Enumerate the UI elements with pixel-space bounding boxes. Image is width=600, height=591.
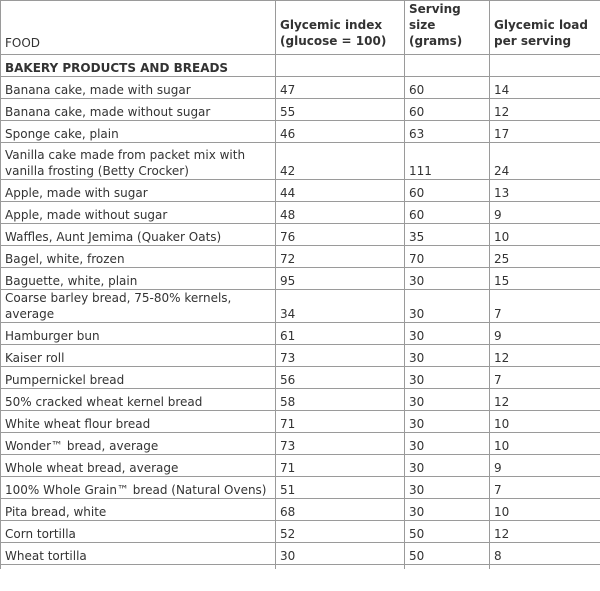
section-empty-cell	[276, 55, 405, 77]
glycemic-index-cell: 71	[276, 411, 405, 433]
glycemic-index-cell: 44	[276, 180, 405, 202]
header-glycemic-load: Glycemic load per serving	[490, 1, 600, 55]
food-cell: Baguette, white, plain	[1, 268, 276, 290]
glycemic-load-cell: 7	[490, 477, 600, 499]
food-cell: Wheat tortilla	[1, 543, 276, 565]
table-cell	[276, 565, 405, 570]
glycemic-index-cell: 72	[276, 246, 405, 268]
food-cell: Coarse barley bread, 75-80% kernels, average	[1, 290, 276, 323]
glycemic-index-cell: 73	[276, 345, 405, 367]
glycemic-index-cell: 61	[276, 323, 405, 345]
glycemic-load-cell: 10	[490, 499, 600, 521]
glycemic-index-cell: 47	[276, 77, 405, 99]
glycemic-index-cell: 58	[276, 389, 405, 411]
table-row-partial	[1, 565, 600, 570]
food-cell: Waffles, Aunt Jemima (Quaker Oats)	[1, 224, 276, 246]
serving-size-cell: 50	[405, 543, 490, 565]
glycemic-load-cell: 7	[490, 290, 600, 323]
serving-size-cell: 60	[405, 77, 490, 99]
glycemic-load-cell: 8	[490, 543, 600, 565]
section-title: BAKERY PRODUCTS AND BREADS	[1, 55, 276, 77]
glycemic-load-cell: 9	[490, 455, 600, 477]
table-row	[1, 499, 600, 521]
table-row	[1, 246, 600, 268]
serving-size-cell: 30	[405, 367, 490, 389]
glycemic-index-cell: 52	[276, 521, 405, 543]
glycemic-load-cell: 10	[490, 224, 600, 246]
header-serving-size: Serving size (grams)	[405, 1, 490, 55]
glycemic-index-cell: 42	[276, 143, 405, 180]
food-cell: Pumpernickel bread	[1, 367, 276, 389]
glycemic-load-cell: 12	[490, 521, 600, 543]
serving-size-cell: 30	[405, 345, 490, 367]
table-cell	[1, 565, 276, 570]
table-row	[1, 202, 600, 224]
table-row	[1, 143, 600, 180]
glycemic-index-cell: 51	[276, 477, 405, 499]
section-empty-cell	[490, 55, 600, 77]
table-row	[1, 543, 600, 565]
glycemic-index-cell: 56	[276, 367, 405, 389]
glycemic-index-cell: 73	[276, 433, 405, 455]
table-row	[1, 411, 600, 433]
food-cell: Banana cake, made without sugar	[1, 99, 276, 121]
glycemic-load-cell: 10	[490, 433, 600, 455]
serving-size-cell: 30	[405, 323, 490, 345]
serving-size-cell: 30	[405, 411, 490, 433]
glycemic-index-cell: 46	[276, 121, 405, 143]
glycemic-load-cell: 25	[490, 246, 600, 268]
food-cell: Hamburger bun	[1, 323, 276, 345]
food-cell: Pita bread, white	[1, 499, 276, 521]
food-cell: Corn tortilla	[1, 521, 276, 543]
food-cell: Banana cake, made with sugar	[1, 77, 276, 99]
glycemic-index-cell: 95	[276, 268, 405, 290]
table-row	[1, 455, 600, 477]
table-row	[1, 477, 600, 499]
header-food: FOOD	[1, 1, 276, 55]
serving-size-cell: 111	[405, 143, 490, 180]
glycemic-index-cell: 34	[276, 290, 405, 323]
table-row	[1, 77, 600, 99]
serving-size-cell: 30	[405, 268, 490, 290]
glycemic-index-cell: 48	[276, 202, 405, 224]
serving-size-cell: 60	[405, 180, 490, 202]
food-cell: Vanilla cake made from packet mix with vanilla frosting (Betty Crocker)	[1, 143, 276, 180]
glycemic-index-cell: 71	[276, 455, 405, 477]
food-cell: Whole wheat bread, average	[1, 455, 276, 477]
glycemic-load-cell: 15	[490, 268, 600, 290]
food-cell: Wonder™ bread, average	[1, 433, 276, 455]
glycemic-load-cell: 12	[490, 99, 600, 121]
table-header-row	[1, 1, 600, 55]
serving-size-cell: 30	[405, 389, 490, 411]
table-row	[1, 367, 600, 389]
header-glycemic-index: Glycemic index (glucose = 100)	[276, 1, 405, 55]
serving-size-cell: 30	[405, 477, 490, 499]
serving-size-cell: 30	[405, 290, 490, 323]
glycemic-index-cell: 30	[276, 543, 405, 565]
food-cell: Apple, made without sugar	[1, 202, 276, 224]
section-row	[1, 55, 600, 77]
glycemic-load-cell: 9	[490, 202, 600, 224]
food-cell: Sponge cake, plain	[1, 121, 276, 143]
serving-size-cell: 50	[405, 521, 490, 543]
glycemic-load-cell: 13	[490, 180, 600, 202]
table-row	[1, 121, 600, 143]
glycemic-load-cell: 24	[490, 143, 600, 180]
glycemic-load-cell: 7	[490, 367, 600, 389]
glycemic-load-cell: 9	[490, 323, 600, 345]
food-cell: Bagel, white, frozen	[1, 246, 276, 268]
table-row	[1, 268, 600, 290]
glycemic-load-cell: 14	[490, 77, 600, 99]
table-cell	[405, 565, 490, 570]
section-empty-cell	[405, 55, 490, 77]
table-row	[1, 99, 600, 121]
glycemic-index-cell: 68	[276, 499, 405, 521]
table-row	[1, 389, 600, 411]
glycemic-index-cell: 76	[276, 224, 405, 246]
table-cell	[490, 565, 600, 570]
table-row	[1, 224, 600, 246]
serving-size-cell: 35	[405, 224, 490, 246]
serving-size-cell: 30	[405, 455, 490, 477]
glycemic-index-cell: 55	[276, 99, 405, 121]
table-body	[1, 77, 600, 565]
table-row	[1, 180, 600, 202]
glycemic-load-cell: 12	[490, 389, 600, 411]
serving-size-cell: 30	[405, 499, 490, 521]
serving-size-cell: 63	[405, 121, 490, 143]
food-cell: Kaiser roll	[1, 345, 276, 367]
glycemic-load-cell: 17	[490, 121, 600, 143]
food-cell: White wheat flour bread	[1, 411, 276, 433]
glycemic-load-cell: 10	[490, 411, 600, 433]
table-row	[1, 345, 600, 367]
serving-size-cell: 30	[405, 433, 490, 455]
table-row	[1, 433, 600, 455]
serving-size-cell: 70	[405, 246, 490, 268]
food-cell: Apple, made with sugar	[1, 180, 276, 202]
food-cell: 100% Whole Grain™ bread (Natural Ovens)	[1, 477, 276, 499]
table-row	[1, 521, 600, 543]
table-row	[1, 323, 600, 345]
food-cell: 50% cracked wheat kernel bread	[1, 389, 276, 411]
table-row	[1, 290, 600, 323]
serving-size-cell: 60	[405, 99, 490, 121]
serving-size-cell: 60	[405, 202, 490, 224]
glycemic-load-cell: 12	[490, 345, 600, 367]
